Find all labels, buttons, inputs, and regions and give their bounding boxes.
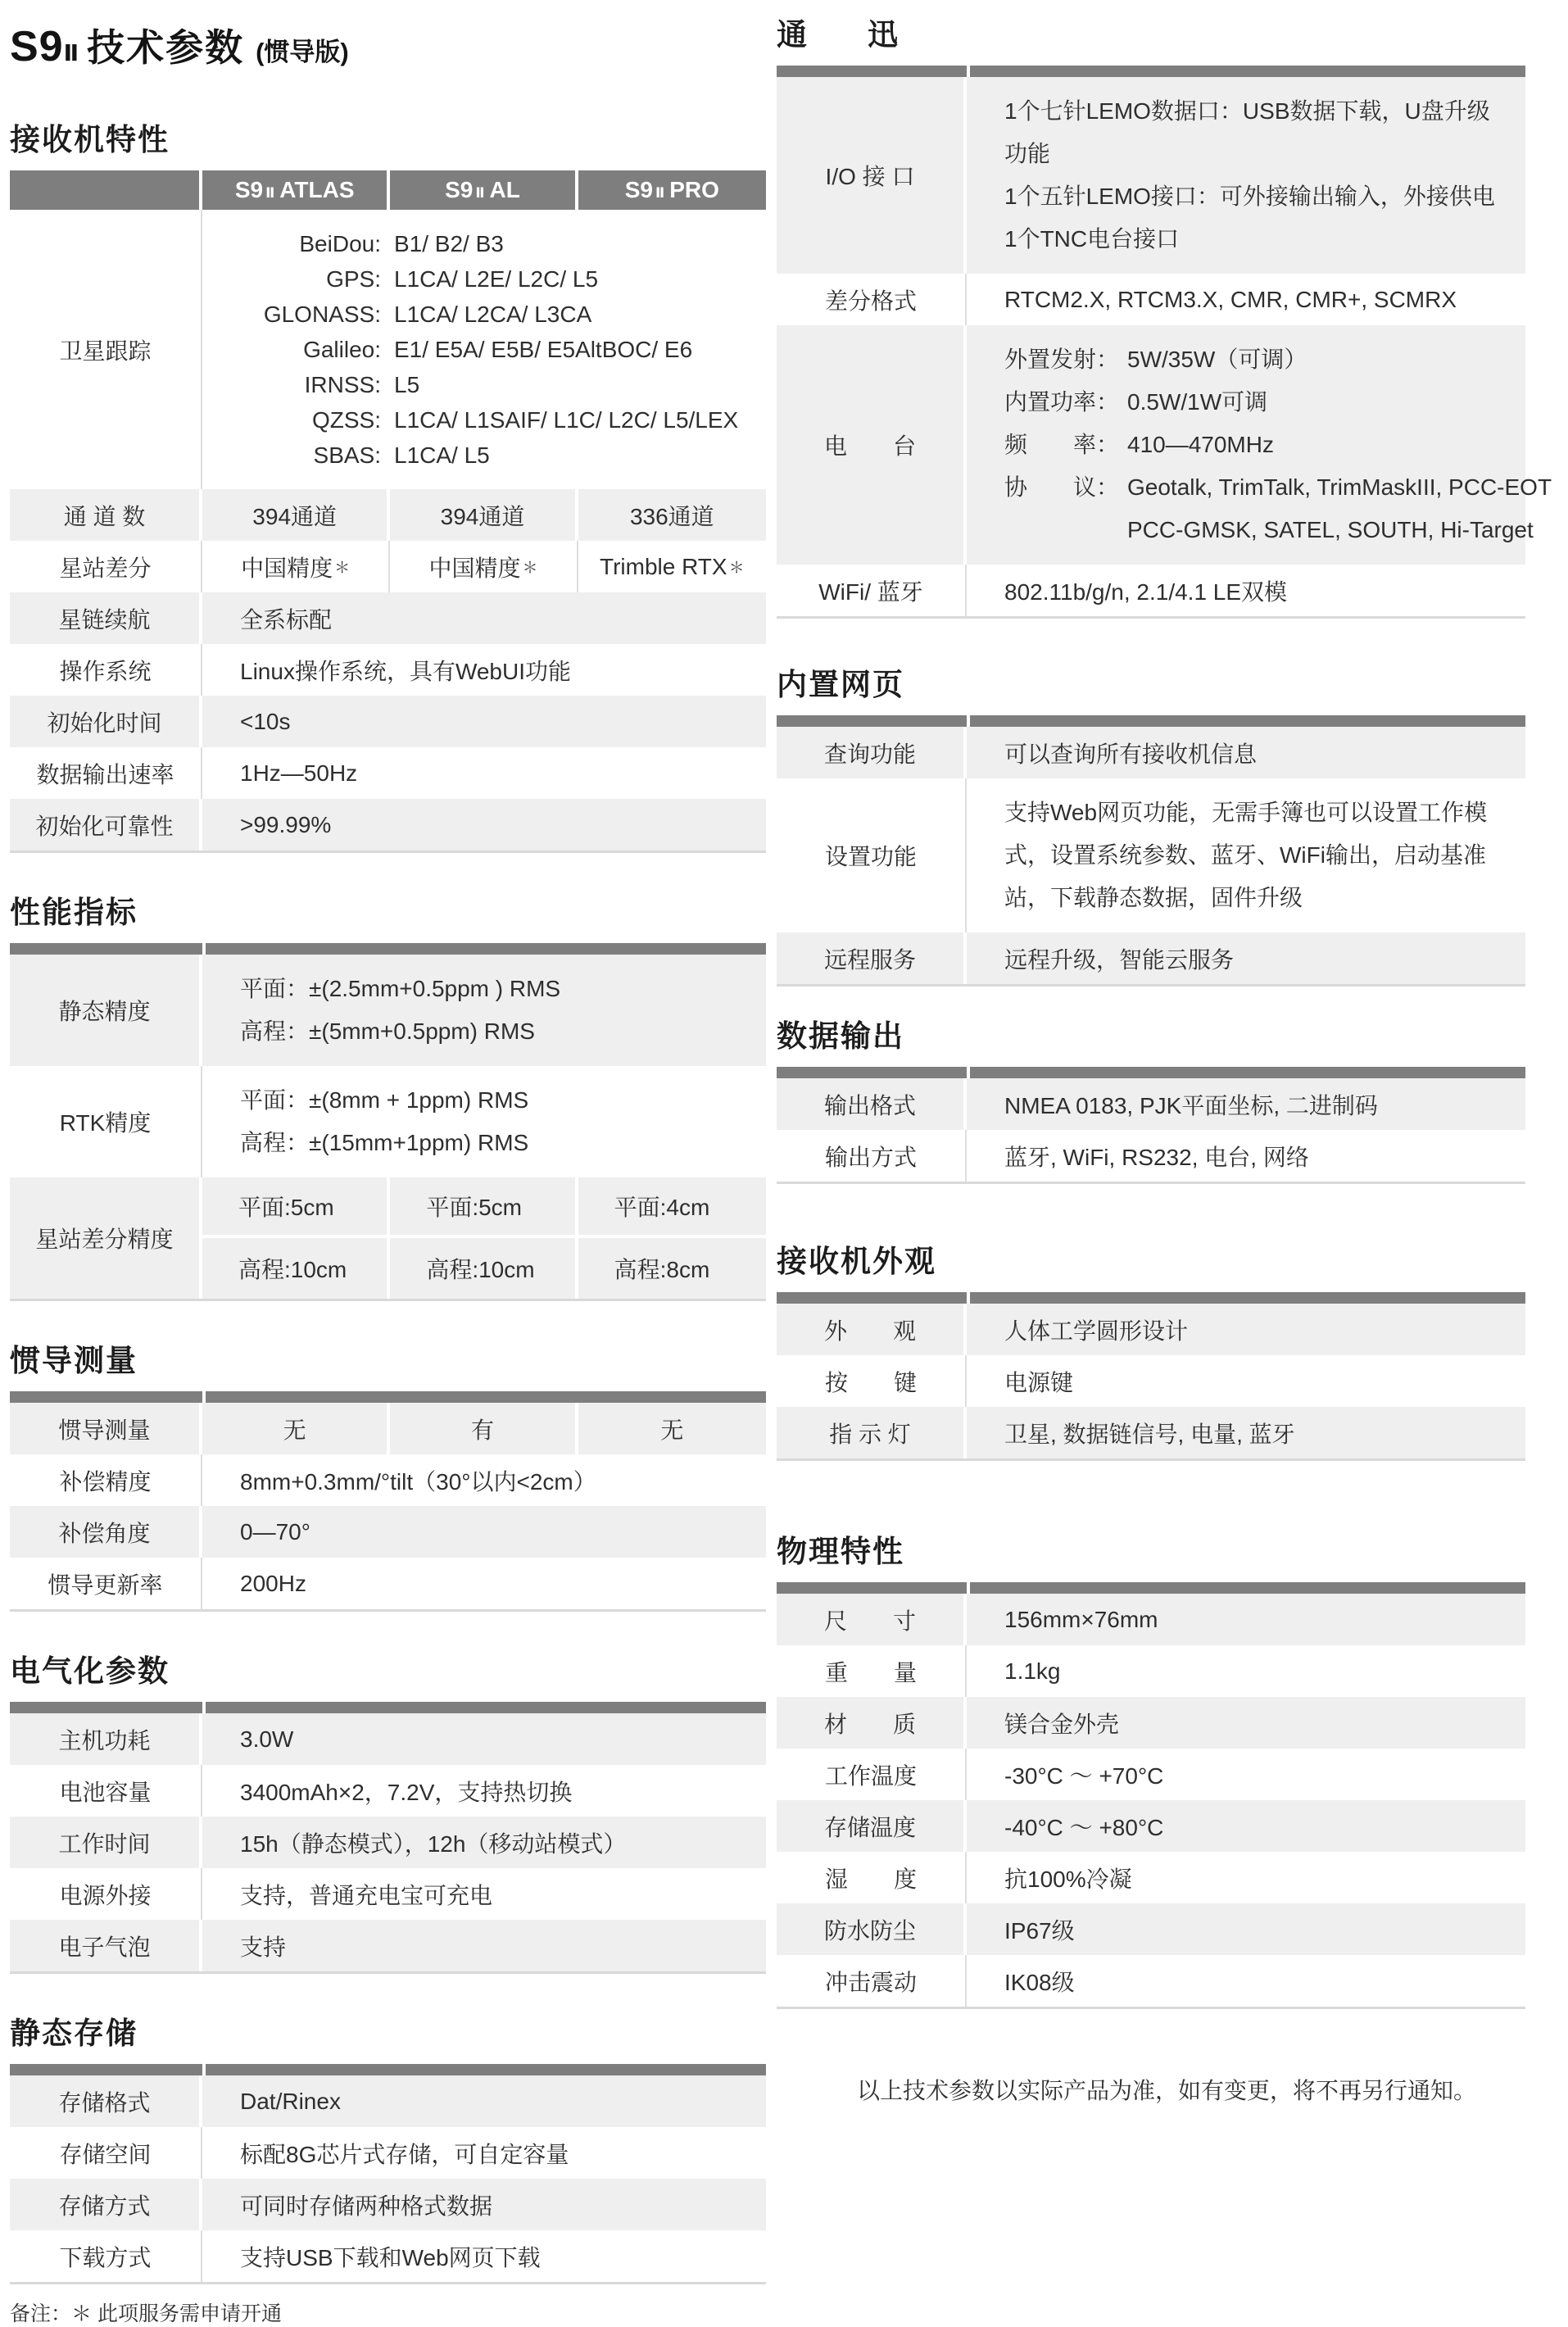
row-label: 防水防尘 bbox=[777, 1903, 967, 1955]
channels-pro: 336通道 bbox=[629, 503, 714, 529]
row-value: 可以查询所有接收机信息 bbox=[1004, 741, 1258, 767]
spec-row-operating-temp bbox=[777, 1749, 1525, 1800]
spec-row-settings-function bbox=[777, 778, 1525, 932]
row-value: 人体工学圆形设计 bbox=[1004, 1318, 1189, 1344]
row-value: 镁合金外壳 bbox=[1004, 1711, 1120, 1737]
io-line: 1个TNC电台接口 bbox=[1004, 226, 1180, 252]
satellite-systems-cell bbox=[202, 210, 766, 489]
row-label: 卫星跟踪 bbox=[10, 210, 202, 489]
accuracy-line: 高程：±(15mm+1ppm) RMS bbox=[240, 1130, 529, 1155]
sat-signals: B1/ B2/ B3 bbox=[394, 231, 504, 256]
section-bar bbox=[10, 2064, 766, 2075]
spec-row-wifi-bluetooth bbox=[777, 565, 1525, 616]
spec-row-imu-availability bbox=[10, 1403, 766, 1454]
ppp-height-pro: 高程:8cm bbox=[614, 1257, 710, 1282]
radio-line bbox=[1004, 424, 1552, 466]
row-value: 0—70° bbox=[240, 1518, 310, 1545]
row-value: IP67级 bbox=[1004, 1917, 1075, 1944]
spec-row-storage-temp bbox=[777, 1800, 1525, 1852]
appearance-table bbox=[777, 1292, 1525, 1461]
spec-row-output-format bbox=[777, 1078, 1525, 1130]
spec-row-power-consumption bbox=[10, 1713, 766, 1765]
spec-row-ppp-accuracy bbox=[10, 1177, 766, 1299]
row-label: 通 道 数 bbox=[10, 489, 202, 541]
header-cell-model-al bbox=[390, 170, 578, 210]
row-label: 星站差分 bbox=[10, 541, 202, 592]
row-value: -40°C ～ +80°C bbox=[1004, 1814, 1164, 1840]
spec-row-material bbox=[777, 1697, 1525, 1749]
spec-row-data-rate bbox=[10, 747, 766, 799]
row-label: 主机功耗 bbox=[10, 1713, 202, 1765]
row-value: 电源键 bbox=[1004, 1369, 1074, 1395]
radio-key: 内置功率： bbox=[1004, 389, 1120, 415]
satellite-grid bbox=[202, 226, 759, 473]
row-label: 外 观 bbox=[777, 1304, 967, 1355]
sat-system: SBAS: bbox=[313, 442, 381, 468]
row-label: 惯导测量 bbox=[10, 1403, 202, 1454]
radio-lines bbox=[967, 325, 1568, 565]
row-value: NMEA 0183, PJK平面坐标, 二进制码 bbox=[1004, 1092, 1378, 1118]
row-value: 1Hz—50Hz bbox=[240, 760, 358, 786]
spec-row-imu-rate bbox=[10, 1558, 766, 1609]
receiver-table-header bbox=[10, 170, 766, 210]
spec-row-external-power bbox=[10, 1868, 766, 1920]
spec-row-init-reliability bbox=[10, 799, 766, 851]
section-heading-appearance: 接收机外观 bbox=[777, 1245, 936, 1278]
spec-row-e-bubble bbox=[10, 1920, 766, 1971]
imu-atlas: 无 bbox=[202, 1403, 390, 1454]
row-label: 输出方式 bbox=[777, 1130, 967, 1182]
spec-row-init-time bbox=[10, 696, 766, 747]
spec-row-starlink bbox=[10, 592, 766, 644]
row-value: 抗100%冷凝 bbox=[1004, 1866, 1132, 1892]
sat-system: QZSS: bbox=[311, 407, 381, 433]
sbas-atlas bbox=[202, 541, 390, 592]
spec-row-query-function bbox=[777, 727, 1525, 778]
physical-table bbox=[777, 1582, 1525, 2009]
sat-system: BeiDou: bbox=[299, 231, 381, 256]
row-value: <10s bbox=[240, 708, 291, 734]
io-line: 1个七针LEMO数据口：USB数据下载，U盘升级功能 bbox=[1004, 98, 1490, 166]
spec-row-weight bbox=[777, 1645, 1525, 1697]
right-column bbox=[777, 0, 1552, 2106]
section-bar bbox=[777, 1067, 1525, 1078]
communication-table bbox=[777, 66, 1552, 619]
electrical-table bbox=[10, 1702, 766, 1974]
sat-system: IRNSS: bbox=[304, 372, 381, 397]
radio-key: 协 议： bbox=[1004, 474, 1120, 500]
row-value: 15h（静态模式），12h（移动站模式） bbox=[240, 1830, 627, 1857]
radio-value: 5W/35W（可调） bbox=[1127, 347, 1307, 372]
spec-row-storage-mode bbox=[10, 2179, 766, 2230]
row-label: 按 键 bbox=[777, 1355, 967, 1407]
spec-row-storage-space bbox=[10, 2127, 766, 2179]
sat-system: GLONASS: bbox=[263, 302, 381, 327]
row-label: 存储格式 bbox=[10, 2075, 202, 2127]
spec-row-indicators bbox=[777, 1407, 1525, 1458]
storage-table bbox=[10, 2064, 766, 2284]
spec-row-battery bbox=[10, 1765, 766, 1817]
row-label: I/O 接 口 bbox=[777, 77, 967, 274]
model-name: ATLAS bbox=[279, 177, 355, 202]
section-heading-electrical: 电气化参数 bbox=[10, 1654, 170, 1688]
spec-row-channels bbox=[10, 489, 766, 541]
spec-row-shock bbox=[777, 1955, 1525, 2007]
ppp-height-atlas: 高程:10cm bbox=[202, 1238, 390, 1299]
section-bar bbox=[777, 66, 1525, 77]
spec-row-tilt-accuracy bbox=[10, 1454, 766, 1506]
row-label: 差分格式 bbox=[777, 274, 967, 325]
row-label: 电子气泡 bbox=[10, 1920, 202, 1971]
row-label: 冲击震动 bbox=[777, 1955, 967, 2007]
row-label: 重 量 bbox=[777, 1645, 967, 1697]
section-bar bbox=[10, 1702, 766, 1713]
section-heading-physical: 物理特性 bbox=[777, 1535, 904, 1568]
spec-row-output-mode bbox=[777, 1130, 1525, 1182]
spec-row-waterproof bbox=[777, 1903, 1525, 1955]
title-brand: S9 bbox=[10, 23, 64, 70]
radio-value: 410—470MHz bbox=[1127, 432, 1274, 457]
imu-pro: 无 bbox=[660, 1417, 684, 1443]
model-sub: Ⅱ bbox=[265, 185, 275, 201]
model-name: PRO bbox=[669, 177, 719, 202]
spec-row-diff-format bbox=[777, 274, 1525, 325]
asterisk-mark: ＊ bbox=[522, 560, 538, 577]
spec-row-rtk-accuracy bbox=[10, 1066, 766, 1177]
row-value: 156mm×76mm bbox=[1004, 1606, 1158, 1632]
sbas-value: 中国精度 bbox=[241, 555, 333, 581]
sat-system: GPS: bbox=[326, 266, 381, 292]
spec-row-humidity bbox=[777, 1852, 1525, 1903]
row-value: Dat/Rinex bbox=[240, 2088, 341, 2114]
row-value: -30°C ～ +70°C bbox=[1004, 1762, 1164, 1789]
sat-signals: E1/ E5A/ E5B/ E5AltBOC/ E6 bbox=[394, 337, 693, 362]
sbas-value: 中国精度 bbox=[428, 555, 521, 581]
title-brand-sub: Ⅱ bbox=[63, 40, 79, 66]
imu-al: 有 bbox=[390, 1403, 578, 1454]
section-bar bbox=[10, 1391, 766, 1403]
row-value: 3400mAh×2，7.2V，支持热切换 bbox=[240, 1779, 573, 1805]
spec-row-io-ports bbox=[777, 77, 1525, 274]
webui-table bbox=[777, 715, 1525, 987]
spec-row-os bbox=[10, 644, 766, 696]
row-value: 远程升级，智能云服务 bbox=[1004, 946, 1235, 973]
left-column bbox=[10, 0, 766, 2327]
ppp-plane-pro: 平面:4cm bbox=[578, 1177, 766, 1238]
header-cell-model-atlas bbox=[202, 170, 390, 210]
row-value: >99.99% bbox=[240, 811, 332, 837]
accuracy-line: 高程：±(5mm+0.5ppm) RMS bbox=[240, 1018, 535, 1044]
row-value: 支持USB下载和Web网页下载 bbox=[240, 2244, 541, 2270]
spec-row-sbas-differential bbox=[10, 541, 766, 592]
section-bar bbox=[10, 943, 766, 955]
section-heading-imu: 惯导测量 bbox=[10, 1344, 138, 1377]
spec-row-appearance bbox=[777, 1304, 1525, 1355]
row-label: 工作温度 bbox=[777, 1749, 967, 1800]
row-label: 下载方式 bbox=[10, 2230, 202, 2282]
ppp-height-al: 高程:10cm bbox=[390, 1238, 578, 1299]
row-label: 查询功能 bbox=[777, 727, 967, 778]
row-label: 远程服务 bbox=[777, 932, 967, 984]
section-bar bbox=[777, 1292, 1525, 1304]
row-label: 湿 度 bbox=[777, 1852, 967, 1903]
row-value bbox=[202, 955, 766, 1066]
row-label: 电 台 bbox=[777, 325, 967, 565]
section-bar bbox=[777, 715, 1525, 727]
spec-row-radio bbox=[777, 325, 1552, 565]
row-label: 补偿角度 bbox=[10, 1506, 202, 1558]
model-sub: Ⅱ bbox=[655, 185, 665, 201]
imu-table bbox=[10, 1391, 766, 1612]
row-label: 工作时间 bbox=[10, 1817, 202, 1868]
row-value: RTCM2.X, RTCM3.X, CMR, CMR+, SCMRX bbox=[1004, 286, 1457, 312]
model-prefix: S9 bbox=[234, 177, 264, 202]
row-label: 补偿精度 bbox=[10, 1454, 202, 1506]
io-line: 1个五针LEMO接口：可外接输出输入，外接供电 bbox=[1004, 184, 1495, 209]
header-cell-model-pro bbox=[578, 170, 766, 210]
row-label: 存储温度 bbox=[777, 1800, 967, 1852]
row-label: 设置功能 bbox=[777, 778, 967, 932]
ppp-values-grid bbox=[202, 1177, 766, 1299]
row-value: Linux操作系统，具有WebUI功能 bbox=[240, 658, 572, 684]
radio-line bbox=[1004, 338, 1552, 381]
row-label: 静态精度 bbox=[10, 955, 202, 1066]
model-prefix: S9 bbox=[624, 177, 653, 202]
row-value: 标配8G芯片式存储，可自定容量 bbox=[240, 2141, 569, 2167]
section-heading-storage: 静态存储 bbox=[10, 2016, 138, 2050]
output-table bbox=[777, 1067, 1525, 1184]
sat-signals: L1CA/ L5 bbox=[394, 442, 490, 468]
accuracy-line: 平面：±(8mm + 1ppm) RMS bbox=[240, 1087, 529, 1113]
row-label: 输出格式 bbox=[777, 1078, 967, 1130]
row-value: 支持，普通充电宝可充电 bbox=[240, 1882, 493, 1908]
row-value: 802.11b/g/n, 2.1/4.1 LE双模 bbox=[1004, 578, 1288, 605]
spec-row-tilt-angle bbox=[10, 1506, 766, 1558]
row-label: 初始化时间 bbox=[10, 696, 202, 747]
row-value: 蓝牙, WiFi, RS232, 电台, 网络 bbox=[1004, 1144, 1309, 1170]
performance-table bbox=[10, 943, 766, 1301]
row-label: 操作系统 bbox=[10, 644, 202, 696]
row-value: 200Hz bbox=[240, 1570, 306, 1596]
row-label: 星站差分精度 bbox=[10, 1177, 202, 1299]
row-value: 支持 bbox=[240, 1934, 287, 1960]
title-text: 技术参数 bbox=[87, 26, 245, 69]
radio-value: PCC-GMSK, SATEL, SOUTH, Hi-Target bbox=[1127, 517, 1534, 542]
row-label: 尺 寸 bbox=[777, 1594, 967, 1645]
radio-key: 频 率： bbox=[1004, 432, 1120, 457]
radio-key: 外置发射： bbox=[1004, 347, 1120, 372]
row-label: 惯导更新率 bbox=[10, 1558, 202, 1609]
row-value: 可同时存储两种格式数据 bbox=[240, 2193, 493, 2219]
asterisk-mark: ＊ bbox=[728, 560, 745, 577]
row-label: 材 质 bbox=[777, 1697, 967, 1749]
row-value: 卫星, 数据链信号, 电量, 蓝牙 bbox=[1004, 1421, 1295, 1447]
row-label: 数据输出速率 bbox=[10, 747, 202, 799]
section-heading-webui: 内置网页 bbox=[777, 668, 904, 701]
spec-row-remote-service bbox=[777, 932, 1525, 984]
radio-value: 0.5W/1W可调 bbox=[1127, 389, 1268, 415]
spec-row-storage-format bbox=[10, 2075, 766, 2127]
header-cell-empty bbox=[10, 170, 202, 210]
row-label: 星链续航 bbox=[10, 592, 202, 644]
row-value: 支持Web网页功能，无需手簿也可以设置工作模式，设置系统参数、蓝牙、WiFi输出，启动基准站，下载静态数据，固件升级 bbox=[1004, 800, 1488, 910]
row-value: 8mm+0.3mm/°tilt（30°以内<2cm） bbox=[240, 1468, 596, 1495]
channels-atlas: 394通道 bbox=[202, 489, 390, 541]
asterisk-mark: ＊ bbox=[334, 560, 351, 577]
radio-line bbox=[1004, 466, 1552, 509]
io-lines bbox=[967, 77, 1525, 274]
sat-system: Galileo: bbox=[303, 337, 381, 362]
title-variant: (惯导版) bbox=[256, 38, 349, 66]
sat-signals: L1CA/ L2CA/ L3CA bbox=[394, 302, 592, 327]
row-value: 全系标配 bbox=[240, 606, 333, 633]
channels-al: 394通道 bbox=[390, 489, 578, 541]
sbas-value: Trimble RTX bbox=[600, 553, 727, 579]
section-bar bbox=[777, 1582, 1525, 1594]
sat-signals: L1CA/ L1SAIF/ L1C/ L2C/ L5/LEX bbox=[394, 407, 739, 433]
disclaimer: 以上技术参数以实际产品为准，如有变更，将不再另行通知。 bbox=[857, 2078, 1477, 2103]
page-title bbox=[10, 18, 766, 72]
row-label: 电池容量 bbox=[10, 1765, 202, 1817]
footnote: 备注：＊ 此项服务需申请开通 bbox=[10, 2302, 282, 2325]
spec-row-download-mode bbox=[10, 2230, 766, 2282]
section-heading-receiver: 接收机特性 bbox=[10, 123, 170, 156]
row-label: 指 示 灯 bbox=[777, 1407, 967, 1458]
sat-signals: L1CA/ L2E/ L2C/ L5 bbox=[394, 266, 599, 292]
row-value: 3.0W bbox=[240, 1726, 294, 1752]
row-label: 存储空间 bbox=[10, 2127, 202, 2179]
row-value bbox=[202, 1066, 766, 1177]
receiver-table bbox=[10, 170, 766, 853]
row-value: IK08级 bbox=[1004, 1969, 1075, 1995]
spec-row-work-time bbox=[10, 1817, 766, 1868]
section-heading-communication: 通 迅 bbox=[777, 18, 898, 52]
section-heading-performance: 性能指标 bbox=[10, 896, 138, 929]
spec-row-dimensions bbox=[777, 1594, 1525, 1645]
row-label: WiFi/ 蓝牙 bbox=[777, 565, 967, 616]
spec-row-satellite-tracking bbox=[10, 210, 766, 489]
radio-value: Geotalk, TrimTalk, TrimMaskIII, PCC-EOT bbox=[1127, 474, 1552, 500]
spec-row-buttons bbox=[777, 1355, 1525, 1407]
ppp-plane-atlas: 平面:5cm bbox=[202, 1177, 390, 1238]
row-label: 存储方式 bbox=[10, 2179, 202, 2230]
ppp-plane-al: 平面:5cm bbox=[390, 1177, 578, 1238]
section-heading-output: 数据输出 bbox=[777, 1019, 904, 1053]
sbas-al bbox=[390, 541, 578, 592]
accuracy-line: 平面：±(2.5mm+0.5ppm ) RMS bbox=[240, 976, 561, 1001]
radio-line bbox=[1004, 509, 1552, 551]
model-name: AL bbox=[489, 177, 520, 202]
sat-signals: L5 bbox=[394, 372, 420, 397]
sbas-pro bbox=[578, 541, 766, 592]
row-label: 电源外接 bbox=[10, 1868, 202, 1920]
model-prefix: S9 bbox=[445, 177, 474, 202]
row-label: 初始化可靠性 bbox=[10, 799, 202, 851]
row-label: RTK精度 bbox=[10, 1066, 202, 1177]
radio-line bbox=[1004, 381, 1552, 424]
row-value: 1.1kg bbox=[1004, 1658, 1061, 1684]
spec-row-static-accuracy bbox=[10, 955, 766, 1066]
model-sub: Ⅱ bbox=[475, 185, 485, 201]
